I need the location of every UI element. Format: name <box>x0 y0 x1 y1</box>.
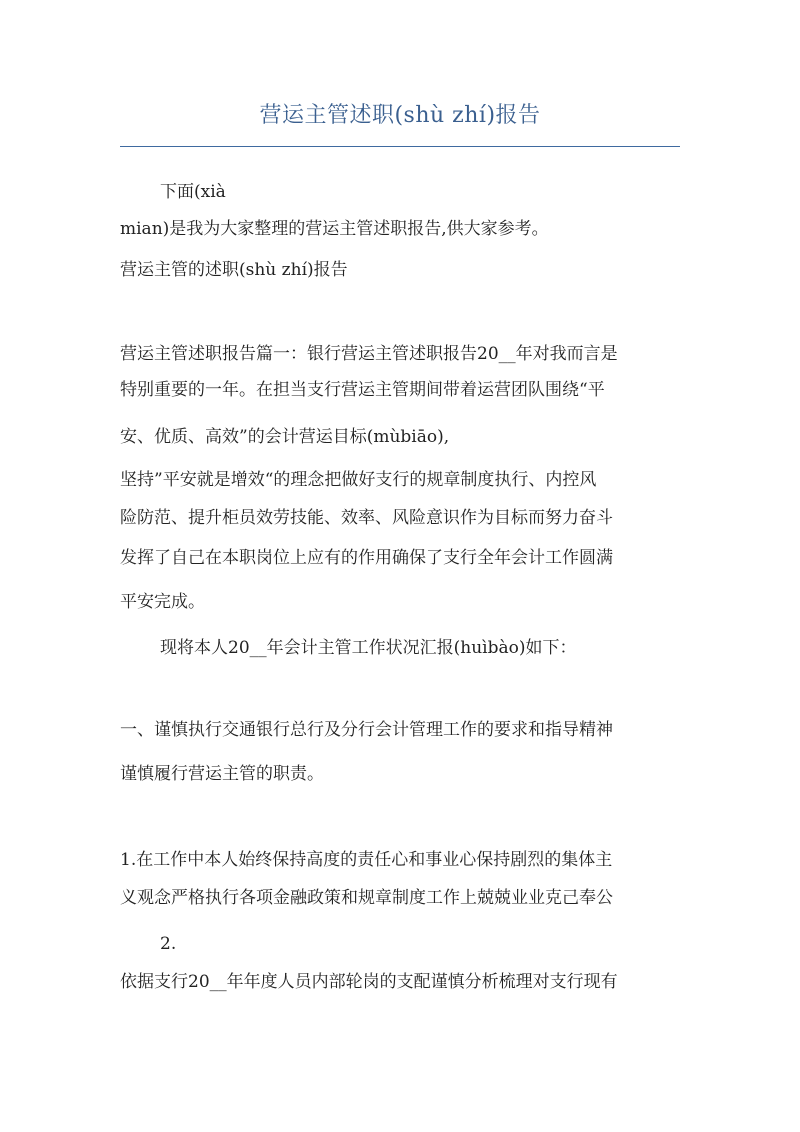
paragraph-line: 现将本人20__年会计主管工作状况汇报(huìbào)如下： <box>160 638 577 658</box>
paragraph-line: 依据支行20__年年度人员内部轮岗的支配谨慎分析梳理对支行现有 <box>120 972 618 992</box>
paragraph-line: 下面(xià <box>160 182 226 202</box>
paragraph-line: 安、优质、高效”的会计营运目标(mùbiāo), <box>120 427 450 447</box>
paragraph-line: 特别重要的一年。在担当支行营运主管期间带着运营团队围绕“平 <box>120 380 605 400</box>
paragraph-line: 平安完成。 <box>120 592 205 612</box>
paragraph-line: mian)是我为大家整理的营运主管述职报告,供大家参考。 <box>120 219 549 239</box>
section-heading-line: 一、谨慎执行交通银行总行及分行会计管理工作的要求和指导精神 <box>120 720 613 740</box>
paragraph-line: 发挥了自己在本职岗位上应有的作用确保了支行全年会计工作圆满 <box>120 548 613 568</box>
paragraph-line: 险防范、提升柜员效劳技能、效率、风险意识作为目标而努力奋斗 <box>120 508 613 528</box>
paragraph-line: 1.在工作中本人始终保持高度的责任心和事业心保持剧烈的集体主 <box>120 850 613 870</box>
list-number: 2. <box>160 934 177 954</box>
paragraph-line: 义观念严格执行各项金融政策和规章制度工作上兢兢业业克己奉公 <box>120 888 613 908</box>
paragraph-line: 营运主管的述职(shù zhí)报告 <box>120 260 348 280</box>
paragraph-line: 坚持”平安就是增效“的理念把做好支行的规章制度执行、内控风 <box>120 470 597 490</box>
document-title: 营运主管述职(shù zhí)报告 <box>259 103 541 128</box>
paragraph-line: 营运主管述职报告篇一：银行营运主管述职报告20__年对我而言是 <box>120 344 618 364</box>
title-divider <box>120 146 680 147</box>
section-heading-line: 谨慎履行营运主管的职责。 <box>120 764 324 784</box>
